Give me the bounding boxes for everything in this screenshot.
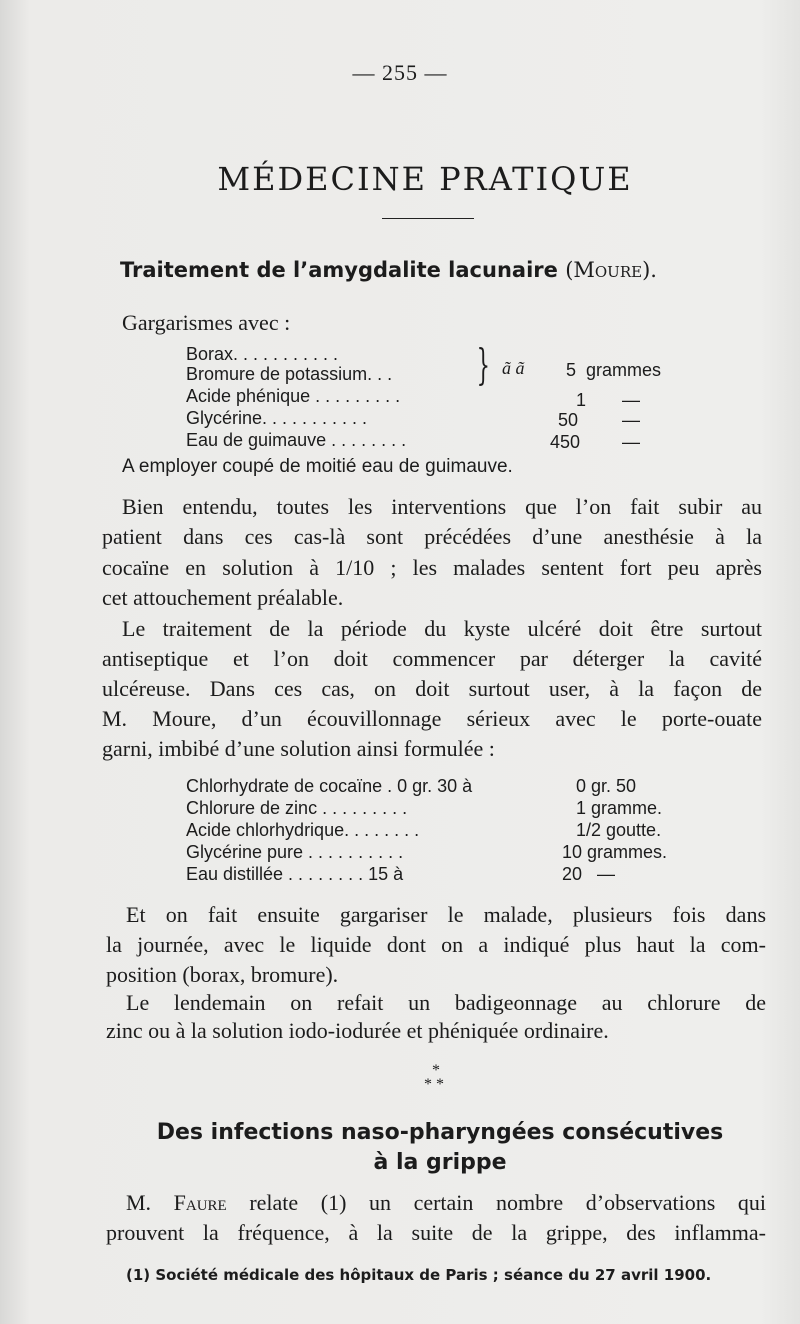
page-number: — 255 —: [352, 60, 448, 85]
separator-stars: * *: [424, 1076, 444, 1093]
ingredient-name: Glycérine pure . . . . . . . . . .: [186, 842, 404, 862]
ingredient-name: Glycérine. . . . . . . . . . .: [186, 408, 368, 428]
ingredient-qty: 50: [558, 410, 579, 430]
prescription-intro: Gargarismes avec :: [122, 310, 291, 335]
ingredient-name: Eau distillée . . . . . . . . 15 à: [186, 864, 404, 884]
article-title-text: Traitement de l’amygdalite lacunaire: [120, 258, 558, 282]
ingredient-qty: 0 gr. 50: [576, 776, 637, 796]
ingredient-qty: 1: [576, 390, 587, 410]
paragraph-line: Bien entendu, toutes les interventions que l’on fait subir au: [122, 494, 762, 519]
paragraph-line: Et on fait ensuite gargariser le malade, plusieurs fois dans: [126, 902, 766, 927]
paragraph-line: prouvent la fréquence, à la suite de la grippe, des inflamma-: [106, 1220, 766, 1245]
ingredient-qty: 10 grammes.: [562, 842, 668, 862]
paragraph-line: la journée, avec le liquide dont on a indiqué plus haut la com-: [106, 932, 766, 957]
article-2-title: Des infections naso-pharyngées consécutives: [156, 1120, 724, 1145]
paragraph-line: position (borax, bromure).: [106, 962, 339, 987]
ingredient-qty: 20 —: [562, 864, 616, 884]
ingredient-name: Acide chlorhydrique. . . . . . . .: [186, 820, 420, 840]
article-title: [120, 258, 657, 282]
ingredient-name: Eau de guimauve . . . . . . . .: [186, 430, 407, 450]
paragraph-line: M. Faure relate (1) un certain nombre d’observations qui: [126, 1190, 767, 1215]
ingredient-name: Bromure de potassium. . .: [186, 364, 393, 384]
ingredient-qty: 1/2 goutte.: [576, 820, 662, 840]
article-2-title: à la grippe: [373, 1150, 507, 1175]
ingredient-unit: grammes: [586, 360, 662, 380]
section-title: MÉDECINE PRATIQUE: [217, 160, 633, 198]
ingredient-unit: —: [622, 410, 640, 430]
paragraph-line: antiseptique et l’on doit commencer par déterger la cavité: [102, 646, 762, 671]
ingredient-unit: —: [622, 432, 640, 452]
brace-label: ã ã: [502, 358, 525, 378]
separator-star: *: [432, 1062, 440, 1079]
ingredient-qty: 450: [550, 432, 581, 452]
footnote: (1) Société médicale des hôpitaux de Paris ; séance du 27 avril 1900.: [126, 1266, 712, 1284]
ingredient-name: Chlorure de zinc . . . . . . . . .: [186, 798, 408, 818]
prescription-note: A employer coupé de moitié eau de guimauve.: [122, 456, 513, 477]
ingredient-qty: 5: [566, 360, 577, 380]
paragraph-line: Le traitement de la période du kyste ulcéré doit être surtout: [122, 616, 762, 641]
paragraph-line: cet attouchement préalable.: [102, 585, 344, 610]
ingredient-qty: 1 gramme.: [576, 798, 663, 818]
paragraph-line: cocaïne en solution à 1/10 ; les malades sentent fort peu après: [102, 555, 762, 580]
ingredient-unit: —: [622, 390, 640, 410]
brace-symbol: }: [476, 340, 491, 389]
title-rule: [382, 218, 474, 219]
paragraph-line: patient dans ces cas-là sont précédées d’une anesthésie à la: [102, 524, 762, 549]
paragraph-line: ulcéreuse. Dans ces cas, on doit surtout user, à la façon de: [102, 676, 762, 701]
author-name: Faure: [173, 1190, 227, 1215]
ingredient-name: Borax. . . . . . . . . . .: [186, 344, 339, 364]
paragraph-line: M. Moure, d’un écouvillonnage sérieux avec le porte-ouate: [102, 706, 762, 731]
article-author: (Moure).: [565, 258, 657, 282]
paragraph-line: zinc ou à la solution iodo-iodurée et phéniquée ordinaire.: [106, 1018, 609, 1043]
paragraph-line: Le lendemain on refait un badigeonnage au chlorure de: [126, 990, 766, 1015]
ingredient-name: Chlorhydrate de cocaïne . 0 gr. 30 à: [186, 776, 473, 796]
paragraph-line: garni, imbibé d’une solution ainsi formulée :: [102, 736, 495, 761]
ingredient-name: Acide phénique . . . . . . . . .: [186, 386, 401, 406]
